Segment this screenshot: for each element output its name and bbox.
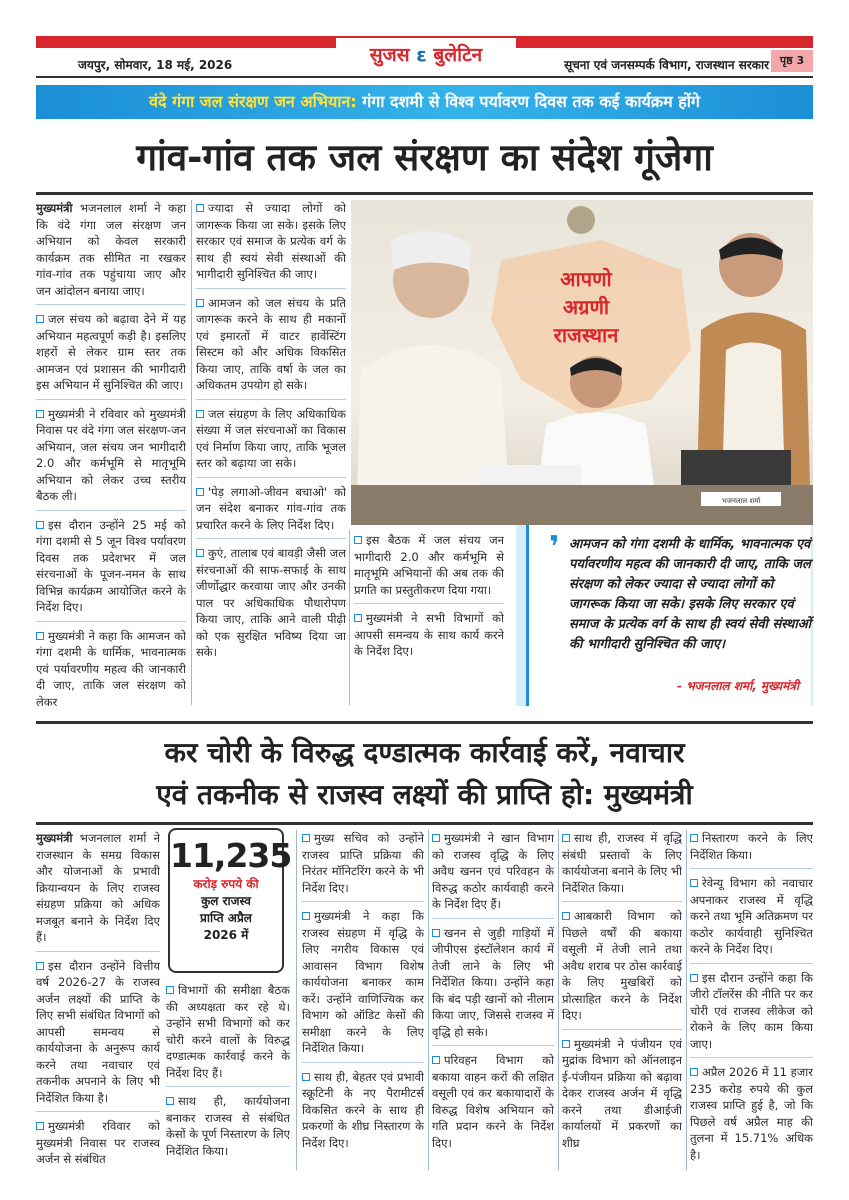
paragraph-text: मुख्यमंत्री रविवार को मुख्यमंत्री निवास पर राजस्व अर्जन से संबंधित	[36, 1119, 160, 1166]
article-paragraph	[432, 1052, 554, 1156]
bullet-square-icon	[196, 410, 204, 418]
bullet-square-icon	[36, 521, 44, 529]
story2-column-6	[690, 830, 813, 1172]
paragraph-text: जल संचय को बढ़ावा देने में यह अभियान महत्वपूर्ण कड़ी है। इसलिए शहरों से लेकर ग्राम स्तर तक आमजन एवं प्रशासन की भागीदारी इस अभियान में सुनिश्चित की जाए।	[36, 312, 186, 392]
paragraph-text: ज्यादा से ज्यादा लोगों को जागरूक किया जा सके। इसके लिए सरकार एवं समाज के प्रत्येक वर्ग के साथ ही स्वयं सेवी संस्थाओं की भागीदारी सुनिश्चित की जाए।	[196, 201, 346, 281]
paragraph-text: साथ ही, बेहतर एवं प्रभावी स्क्रूटिनी के नए पैरामीटर्स विकसित करने के साथ ही प्रकरणों के शीघ्र निस्तारण के निर्देश दिए।	[302, 1069, 424, 1150]
paragraph-text: आबकारी विभाग को पिछले वर्षों की बकाया वसूली में तेजी लाने तथा अवैध शराब पर ठोस कार्रवाई के लिए मुखबिरों को प्रोत्साहित करने के निर्देश दिए।	[562, 909, 682, 1022]
pull-quote	[516, 525, 813, 706]
bullet-square-icon	[196, 488, 204, 496]
article-paragraph	[36, 1118, 160, 1172]
bullet-square-icon	[36, 632, 44, 640]
article-paragraph	[354, 532, 504, 604]
column-divider	[558, 830, 559, 1170]
revenue-label-1: कुल राजस्व	[201, 894, 251, 908]
poster-text-line-2: अग्रणी	[562, 295, 610, 319]
lead-word: मुख्यमंत्री	[36, 831, 73, 845]
article-paragraph	[196, 200, 346, 289]
article-paragraph	[196, 295, 346, 400]
story2-headline-line-1: कर चोरी के विरुद्ध दण्डात्मक कार्रवाई करें, नवाचार	[164, 736, 685, 769]
department-name: सूचना एवं जनसम्पर्क विभाग, राजस्थान सरकार	[564, 58, 769, 72]
bullet-square-icon	[354, 614, 362, 622]
paragraph-text: इस दौरान उन्होंने कहा कि जीरो टॉलरेंस की नीति पर कर चोरी एवं राजस्व लीकेज को रोकने के लिए काम किया जाए।	[690, 970, 813, 1051]
divider	[36, 192, 813, 195]
column-divider	[349, 530, 350, 705]
bullet-square-icon	[302, 912, 310, 920]
documents	[481, 465, 581, 485]
issue-date: जयपुर, सोमवार, 18 मई, 2026	[78, 58, 233, 72]
article-paragraph	[36, 628, 186, 713]
paragraph-text: साथ ही, कार्ययोजना बनाकर राजस्व से संबंधित केसों के पूर्ण निस्तारण के लिए निर्देशित किया।	[166, 1094, 290, 1158]
meeting-photo	[351, 200, 813, 525]
masthead	[36, 44, 813, 78]
revenue-stat-box	[168, 828, 292, 973]
article-paragraph	[432, 925, 554, 1047]
bullet-square-icon	[562, 1040, 570, 1048]
article-paragraph	[196, 545, 346, 666]
quote-text: आमजन को गंगा दशमी के धार्मिक, भावनात्मक एवं पर्यावरणीय महत्व की जानकारी दी जाए, ताकि जल संरक्षण को लेकर ज्यादा से ज्यादा लोगों को जागरूक किया जा सके। इसके लिए सरकार एवं समाज के प्रत्येक वर्ग के साथ ही स्वयं सेवी संस्थाओं की भागीदारी सुनिश्चित की जाए।	[569, 537, 811, 652]
revenue-unit: करोड़ रुपये की	[193, 877, 259, 891]
bullet-square-icon	[690, 1068, 698, 1076]
story1-column-3	[354, 532, 504, 712]
paragraph-text: परिवहन विभाग को बकाया वाहन करों की लक्षित वसूली एवं कर बकायादारों के विरुद्ध विशेष अभियान को गति प्रदान करने के निर्देश दिए।	[432, 1053, 554, 1150]
column-divider	[428, 830, 429, 1170]
paragraph-text: इस बैठक में जल संचय जन भागीदारी 2.0 और कर्मभूमि से मातृभूमि अभियानों की अब तक की प्रगति का प्रस्तुतीकरण दिया गया।	[354, 533, 504, 597]
paragraph-text: विभागों की समीक्षा बैठक की अध्यक्षता कर रहे थे। उन्होंने सभी विभागों को कर चोरी करने वालों के विरुद्ध दण्डात्मक कार्रवाई करने के निर्देश दिए हैं।	[166, 983, 290, 1080]
article-paragraph	[690, 830, 813, 869]
paragraph-text: इस दौरान उन्होंने वित्तीय वर्ष 2026-27 के राजस्व अर्जन लक्ष्यों की प्राप्ति के लिए सभी संबंधित विभागों को आपसी समन्वय से कार्ययोजना के अनुरूप कार्य करने तथा नवाचार एवं तकनीक अपनाने के लिए भी निर्देशित किया है।	[36, 958, 160, 1105]
article-paragraph	[36, 830, 160, 952]
bullet-square-icon	[36, 962, 44, 970]
page-number: पृष्ठ 3	[771, 50, 813, 72]
divider	[36, 822, 813, 825]
revenue-amount: 11,235	[170, 836, 292, 875]
article-paragraph	[690, 1064, 813, 1168]
story1-headline: गांव-गांव तक जल संरक्षण का संदेश गूंजेगा	[136, 136, 713, 179]
bullet-square-icon	[690, 974, 698, 982]
logo-mark: ε	[416, 44, 427, 66]
article-paragraph	[196, 406, 346, 478]
bullet-square-icon	[432, 1056, 440, 1064]
article-paragraph	[302, 1069, 424, 1157]
story2-column-1	[36, 830, 160, 1172]
paragraph-text: निस्तारण करने के लिए निर्देशित किया।	[690, 831, 813, 862]
paragraph-text: मुख्य सचिव को उन्होंने राजस्व प्राप्ति प्रक्रिया की निरंतर मॉनिटरिंग करने के भी निर्देश दिए।	[302, 831, 424, 895]
paragraph-text: 'पेड़ लगाओ-जीवन बचाओ' को जन संदेश बनाकर गांव-गांव तक प्रचारित करने के लिए निर्देश दिए।	[196, 484, 346, 532]
paragraph-text: आमजन को जल संचय के प्रति जागरूक करने के साथ ही मकानों एवं इमारतों में वाटर हार्वेस्टिंग सिस्टम को और अधिक विकसित किया जाए, ताकि वर्षा के जल का अधिकतम उपयोग हो सके।	[196, 295, 346, 392]
poster-text-line-3: राजस्थान	[553, 323, 619, 347]
lead-word: मुख्यमंत्री	[36, 201, 73, 215]
bullet-square-icon	[302, 1073, 310, 1081]
paragraph-text: मुख्यमंत्री ने कहा कि आमजन को गंगा दशमी के धार्मिक, भावनात्मक एवं पर्यावरणीय महत्व की जानकारी दी जाए, ताकि जल संरक्षण को लेकर	[36, 628, 186, 709]
bullet-square-icon	[196, 204, 204, 212]
article-paragraph	[302, 830, 424, 902]
bullet-square-icon	[562, 834, 570, 842]
logo-word-left: सुजस	[369, 44, 410, 66]
story2-headline	[36, 732, 813, 816]
paragraph-text: कुएं, तालाब एवं बावड़ी जैसी जल संरचनाओं की साफ-सफाई के साथ जीर्णोद्धार करवाया जाए और उनकी पाल पर अधिकाधिक पौधारोपण किया जाए, ताकि आने वाली पीढ़ी को एक सुरक्षित भविष्य दिया जा सके।	[196, 546, 346, 659]
paragraph-text: मुख्यमंत्री ने रविवार को मुख्यमंत्री निवास पर वंदे गंगा जल संरक्षण-जन अभियान, जल संचय जन भागीदारी 2.0 और कर्मभूमि से मातृभूमि अभियान को लेकर उच्च स्तरीय बैठक ली।	[36, 406, 186, 503]
column-divider	[191, 200, 192, 705]
article-paragraph	[36, 200, 186, 305]
bullet-square-icon	[690, 834, 698, 842]
paragraph-text: रेवेन्यू विभाग को नवाचार अपनाकर राजस्व में वृद्धि करने तथा भूमि अतिक्रमण पर कठोर कार्यवाही सुनिश्चित करने के निर्देश दिए।	[690, 876, 813, 956]
article-paragraph	[36, 406, 186, 511]
paragraph-text: साथ ही, राजस्व में वृद्धि संबंधी प्रस्तावों के लिए कार्ययोजना बनाने के लिए भी निर्देशित किया।	[562, 831, 682, 895]
logo-word-right: बुलेटिन	[433, 44, 483, 66]
column-divider	[686, 830, 687, 1170]
paragraph-text: मुख्यमंत्री ने खान विभाग को राजस्व वृद्धि के लिए अवैध खनन एवं परिवहन के विरुद्ध कठोर कार्यवाही करने के निर्देश दिए हैं।	[432, 831, 554, 911]
bullet-square-icon	[166, 986, 174, 994]
newsletter-logo	[336, 38, 516, 74]
bullet-square-icon	[690, 879, 698, 887]
article-paragraph	[302, 908, 424, 1063]
bullet-square-icon	[354, 536, 362, 544]
paragraph-text: मुख्यमंत्री ने पंजीयन एवं मुद्रांक विभाग को ऑनलाइन ई-पंजीयन प्रक्रिया को बढ़ावा देकर राजस्व अर्जन में वृद्धि करने तथा डीआईजी कार्यालयों में प्रकरणों का शीघ्र	[562, 1036, 682, 1150]
column-divider	[296, 830, 297, 1170]
article-paragraph	[432, 830, 554, 919]
monitor	[681, 450, 791, 485]
campaign-banner	[36, 85, 813, 119]
bullet-square-icon	[36, 315, 44, 323]
paragraph-text: जल संग्रहण के लिए अधिकाधिक संख्या में जल संरचनाओं का विकास एवं निर्माण किया जाए, ताकि भूजल स्तर को बढ़ाया जा सके।	[196, 406, 346, 470]
paragraph-text: मुख्यमंत्री ने कहा कि राजस्व संग्रहण में वृद्धि के लिए नगरीय विकास एवं आवासन विभाग विशेष कार्ययोजना बनाकर काम करें। उन्होंने वाणिज्यिक कर विभाग को ऑडिट केसों की समीक्षा करने के लिए निर्देशित किया।	[302, 909, 424, 1055]
revenue-label-3: 2026 में	[203, 928, 249, 942]
paragraph-text: इस दौरान उन्होंने 25 मई को गंगा दशमी से 5 जून विश्व पर्यावरण दिवस तक प्रदेशभर में जल संरचनाओं के पूजन-नमन के साथ विभिन्न कार्यक्रम आयोजित करने के निर्देश दिए।	[36, 517, 186, 614]
article-paragraph	[562, 830, 682, 902]
bullet-square-icon	[562, 912, 570, 920]
story2-column-5	[562, 830, 682, 1172]
quote-author: - भजनलाल शर्मा, मुख्यमंत्री	[677, 679, 799, 693]
banner-text: गंगा दशमी से विश्व पर्यावरण दिवस तक कई कार्यक्रम होंगे	[362, 92, 700, 111]
paragraph-text: भजनलाल शर्मा ने राजस्थान के समग्र विकास और योजनाओं के प्रभावी क्रियान्वयन के लिए राजस्व संग्रहण प्रक्रिया को अधिक मजबूत बनाने के निर्देश दिए हैं।	[36, 831, 160, 944]
paragraph-text: मुख्यमंत्री ने सभी विभागों को आपसी समन्वय के साथ कार्य करने के निर्देश दिए।	[354, 611, 504, 658]
article-paragraph	[690, 970, 813, 1059]
bullet-square-icon	[166, 1097, 174, 1105]
revenue-label-2: प्राप्ति अप्रैल	[200, 911, 252, 925]
article-paragraph	[36, 311, 186, 400]
poster-text-line-1: आपणो	[560, 267, 612, 291]
article-paragraph	[562, 908, 682, 1030]
bullet-square-icon	[432, 929, 440, 937]
story1-column-2	[196, 200, 346, 712]
bullet-square-icon	[36, 410, 44, 418]
article-paragraph	[354, 610, 504, 665]
story2-column-4	[432, 830, 554, 1172]
quote-mark-icon: ❜	[549, 530, 560, 565]
pull-quote-inner	[526, 525, 811, 706]
article-paragraph	[36, 517, 186, 622]
article-paragraph	[36, 958, 160, 1113]
paragraph-text: अप्रैल 2026 में 11 हजार 235 करोड़ रुपये की कुल राजस्व प्राप्ति हुई है, जो कि पिछले वर्ष अप्रैल माह की तुलना में 15.71% अधिक है।	[690, 1065, 813, 1162]
divider	[36, 721, 813, 724]
bullet-square-icon	[196, 549, 204, 557]
paragraph-text: भजनलाल शर्मा ने कहा कि वंदे गंगा जल संरक्षण जन अभियान को केवल सरकारी कार्यक्रम तक सीमित ना रखकर गांव-गांव तक पहुंचाया जाए और जन आंदोलन बनाया जाए।	[36, 201, 186, 298]
article-paragraph	[196, 484, 346, 540]
meeting-photo-illustration	[351, 200, 813, 525]
emblem-icon	[567, 206, 595, 234]
article-paragraph	[690, 875, 813, 964]
story2-column-3	[302, 830, 424, 1172]
bullet-square-icon	[196, 299, 204, 307]
bullet-square-icon	[36, 1122, 44, 1130]
bullet-square-icon	[302, 834, 310, 842]
article-paragraph	[166, 1093, 290, 1164]
story2-column-2	[166, 982, 290, 1172]
story2-headline-line-2: एवं तकनीक से राजस्व लक्ष्यों की प्राप्ति हो: मुख्यमंत्री	[156, 778, 693, 811]
nameplate-text: भजनलाल शर्मा	[721, 497, 761, 505]
article-paragraph	[166, 982, 290, 1087]
story1-column-1	[36, 200, 186, 712]
paragraph-text: खनन से जुड़ी गाड़ियों में जीपीएस इंस्टॉलेशन कार्य में तेजी लाने के लिए भी निर्देशित किया। उन्होंने कहा कि बंद पड़ी खानों को नीलाम किया जाए, जिससे राजस्व में वृद्धि हो सके।	[432, 925, 554, 1039]
bullet-square-icon	[432, 834, 440, 842]
article-paragraph	[562, 1036, 682, 1157]
banner-highlight: वंदे गंगा जल संरक्षण जन अभियान:	[149, 92, 357, 111]
